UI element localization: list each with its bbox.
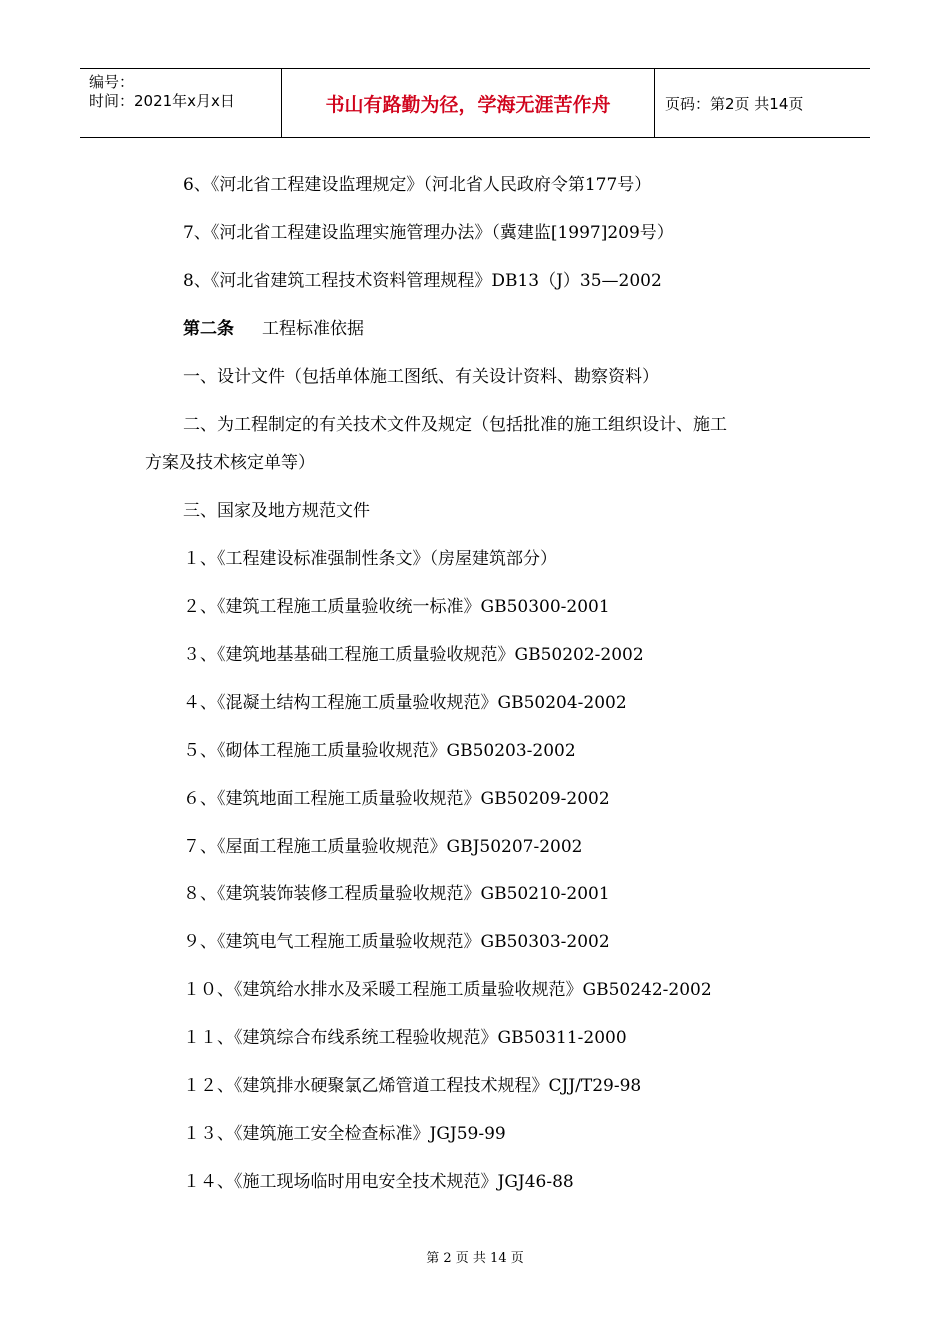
list-item: ６、《建筑地面工程施工质量验收规范》GB50209-2002 [183,789,610,809]
body-line: 6、《河北省工程建设监理规定》（河北省人民政府令第177号） [183,175,652,195]
body-line: 一、设计文件（包括单体施工图纸、有关设计资料、勘察资料） [183,367,659,387]
page-header [80,68,870,138]
list-item: １２、《建筑排水硬聚氯乙烯管道工程技术规程》CJJ/T29-98 [183,1076,642,1096]
body-line: 三、国家及地方规范文件 [183,501,370,521]
list-item: ５、《砌体工程施工质量验收规范》GB50203-2002 [183,741,576,761]
header-page-info: 页码：第2页 共14页 [665,94,804,113]
body-line: 8、《河北省建筑工程技术资料管理规程》DB13（J）35—2002 [183,271,662,291]
list-item: ８、《建筑装饰装修工程质量验收规范》GB50210-2001 [183,884,610,904]
body-line: 方案及技术核定单等） [145,453,315,473]
list-item: １１、《建筑综合布线系统工程验收规范》GB50311-2000 [183,1028,627,1048]
list-item: ２、《建筑工程施工质量验收统一标准》GB50300-2001 [183,597,610,617]
list-item: ７、《屋面工程施工质量验收规范》GBJ50207-2002 [183,837,583,857]
article-title: 工程标准依据 [262,319,364,339]
page-footer: 第 2 页 共 14 页 [426,1251,524,1266]
header-meta [80,69,282,137]
list-item: １、《工程建设标准强制性条文》（房屋建筑部分） [183,549,557,569]
body-line: 二、为工程制定的有关技术文件及规定（包括批准的施工组织设计、施工 [183,415,727,435]
list-item: ３、《建筑地基基础工程施工质量验收规范》GB50202-2002 [183,645,644,665]
document-date: 时间：2021年x月x日 [89,92,235,110]
list-item: １４、《施工现场临时用电安全技术规范》JGJ46-88 [183,1172,574,1192]
document-number-label: 编号： [89,73,135,91]
header-motto: 书山有路勤为径，学海无涯苦作舟 [282,69,655,137]
article-heading: 第二条 [183,319,234,339]
list-item: ９、《建筑电气工程施工质量验收规范》GB50303-2002 [183,932,610,952]
body-line: 7、《河北省工程建设监理实施管理办法》（冀建监[1997]209号） [183,223,674,243]
list-item: １３、《建筑施工安全检查标准》JGJ59-99 [183,1124,506,1144]
list-item: １０、《建筑给水排水及采暖工程施工质量验收规范》GB50242-2002 [183,980,712,1000]
list-item: ４、《混凝土结构工程施工质量验收规范》GB50204-2002 [183,693,627,713]
